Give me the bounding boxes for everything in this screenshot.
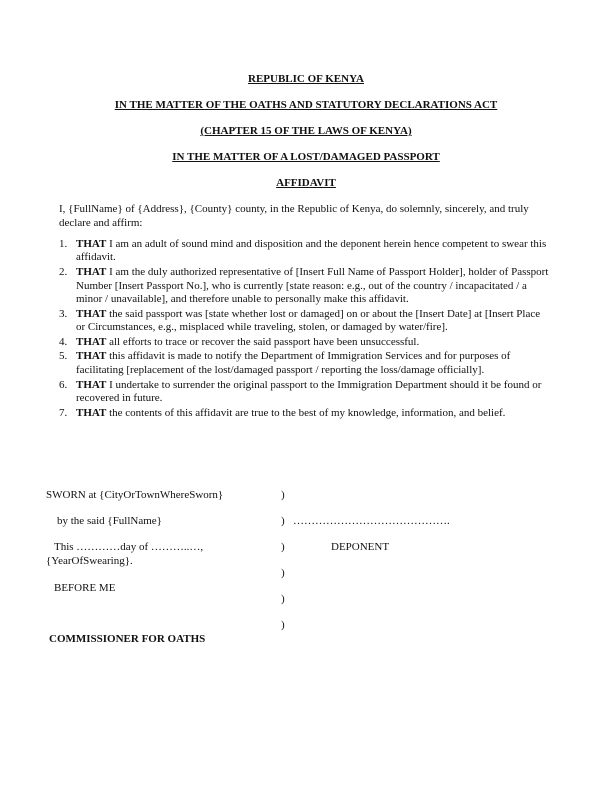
clause-number: 4. (59, 335, 68, 348)
bracket-mark: ) (281, 541, 285, 553)
clause-number: 6. (59, 378, 68, 391)
heading-republic: REPUBLIC OF KENYA (248, 73, 364, 85)
heading-matter: IN THE MATTER OF A LOST/DAMAGED PASSPORT (172, 151, 440, 163)
bracket-mark: ) (281, 593, 285, 605)
clause-number: 7. (59, 406, 68, 419)
clause-keyword: THAT (76, 378, 107, 391)
clause-item (59, 379, 549, 406)
clause-item (59, 238, 549, 265)
clause-text: this affidavit is made to notify the Department of Immigration Services and for purposes of facilitating [replacement of the lost/damaged passport / reporting the loss/damage officially]. (76, 350, 511, 376)
clause-text: I am the duly authorized representative of [Insert Full Name of Passport Holder], holder of Passport Number [Insert Passport No.], who is currently [state reason: e.g., out of the country / incapacitated / a minor / unavailable], and therefore unable to personally make this affidavit. (76, 266, 549, 305)
clause-keyword: THAT (76, 350, 107, 363)
clause-item (59, 266, 549, 306)
clause-item (59, 407, 549, 420)
clause-keyword: THAT (76, 238, 107, 250)
bracket-mark: ) (281, 489, 285, 501)
sworn-at-line: SWORN at {CityOrTownWhereSworn} (46, 489, 224, 501)
clause-text: all efforts to trace or recover the said passport have been unsuccessful. (106, 335, 420, 348)
before-me-label: BEFORE ME (54, 582, 116, 594)
this-day-line: This …………day of ………..…, (54, 541, 204, 553)
document-title: AFFIDAVIT (276, 177, 336, 189)
clause-text: the said passport was [state whether lost or damaged] on or about the [Insert Date] at [Insert Place or Circumstances, e.g., misplaced while traveling, stolen, or damaged by water/fire]. (76, 307, 541, 334)
clause-keyword: THAT (76, 307, 107, 320)
clause-text: the contents of this affidavit are true to the best of my knowledge, information, and belief. (106, 406, 506, 419)
clause-keyword: THAT (76, 406, 107, 419)
clause-item (59, 350, 549, 377)
heading-chapter: (CHAPTER 15 OF THE LAWS OF KENYA) (200, 125, 412, 137)
heading-act: IN THE MATTER OF THE OATHS AND STATUTORY DECLARATIONS ACT (114, 99, 498, 111)
deponent-label: DEPONENT (331, 541, 390, 553)
commissioner-label: COMMISSIONER FOR OATHS (49, 633, 206, 645)
clause-number: 2. (59, 266, 68, 279)
bracket-mark: ) (281, 567, 285, 579)
deponent-signature-line: ……………………………………. (293, 515, 450, 527)
bracket-mark: ) (281, 619, 285, 631)
clause-number: 1. (59, 238, 68, 250)
clause-text: I am an adult of sound mind and disposition and the deponent herein hence competent to swear this affidavit. (76, 238, 547, 264)
clause-keyword: THAT (76, 335, 107, 348)
clause-keyword: THAT (76, 266, 107, 279)
intro-paragraph: I, {FullName} of {Address}, {County} county, in the Republic of Kenya, do solemnly, sincerely, and truly declare and affirm: (59, 203, 529, 229)
clause-item (59, 308, 549, 335)
clause-text: I undertake to surrender the original passport to the Immigration Department should it be found or recovered in future. (76, 378, 542, 404)
clause-number: 5. (59, 350, 68, 363)
by-the-said-line: by the said {FullName} (57, 515, 162, 527)
year-line: {YearOfSwearing}. (46, 555, 133, 567)
bracket-mark: ) (281, 515, 285, 527)
clause-item (59, 336, 549, 349)
clause-number: 3. (59, 307, 68, 320)
clause-list (59, 238, 549, 421)
